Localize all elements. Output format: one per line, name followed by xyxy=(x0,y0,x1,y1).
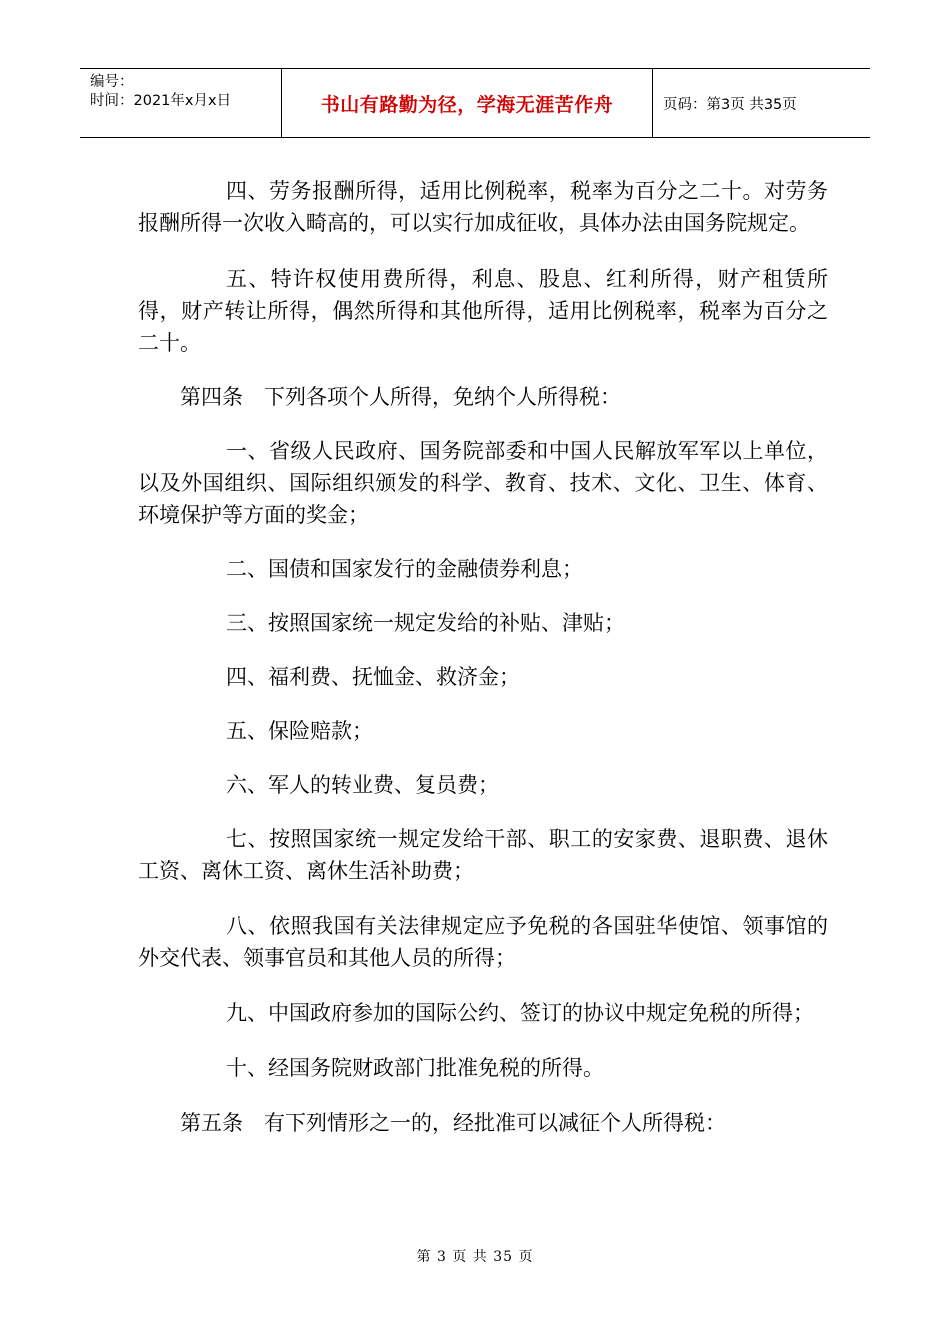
paragraph-item: 四、劳务报酬所得，适用比例税率，税率为百分之二十。对劳务报酬所得一次收入畸高的，可以实行加成征收，具体办法由国务院规定。 xyxy=(138,179,828,235)
paragraph-item: 十、经国务院财政部门批准免税的所得。 xyxy=(226,1056,604,1080)
paragraph-item: 三、按照国家统一规定发给的补贴、津贴； xyxy=(226,611,625,635)
article-heading: 第四条 下列各项个人所得，免纳个人所得税： xyxy=(180,385,621,409)
paragraph-item: 二、国债和国家发行的金融债券利息； xyxy=(226,557,583,581)
header-motto: 书山有路勤为径，学海无涯苦作舟 xyxy=(282,69,653,137)
page-footer: 第 3 页 共 35 页 xyxy=(416,1249,534,1265)
paragraph-item: 五、保险赔款； xyxy=(226,719,373,743)
article-heading: 第五条 有下列情形之一的，经批准可以减征个人所得税： xyxy=(180,1111,726,1135)
paragraph-item: 九、中国政府参加的国际公约、签订的协议中规定免税的所得； xyxy=(226,1001,814,1025)
paragraph-item: 一、省级人民政府、国务院部委和中国人民解放军军以上单位，以及外国组织、国际组织颁发的科学、教育、技术、文化、卫生、体育、环境保护等方面的奖金； xyxy=(138,439,828,527)
document-time-label: 时间：2021年x月x日 xyxy=(90,93,232,109)
header-meta-cell xyxy=(80,69,282,137)
paragraph-item: 四、福利费、抚恤金、救济金； xyxy=(226,665,520,689)
paragraph-item: 六、军人的转业费、复员费； xyxy=(226,773,499,797)
paragraph-item: 七、按照国家统一规定发给干部、职工的安家费、退职费、退休工资、离休工资、离休生活补助费； xyxy=(138,827,828,883)
document-body xyxy=(138,175,828,1139)
paragraph-item: 八、依照我国有关法律规定应予免税的各国驻华使馆、领事馆的外交代表、领事官员和其他人员的所得； xyxy=(138,914,828,970)
header-page-number: 页码：第3页 共35页 xyxy=(663,96,797,113)
page-header xyxy=(80,68,870,138)
paragraph-item: 五、特许权使用费所得，利息、股息、红利所得，财产租赁所得，财产转让所得，偶然所得和其他所得，适用比例税率，税率为百分之二十。 xyxy=(138,267,828,355)
document-number-label: 编号： xyxy=(90,74,134,90)
